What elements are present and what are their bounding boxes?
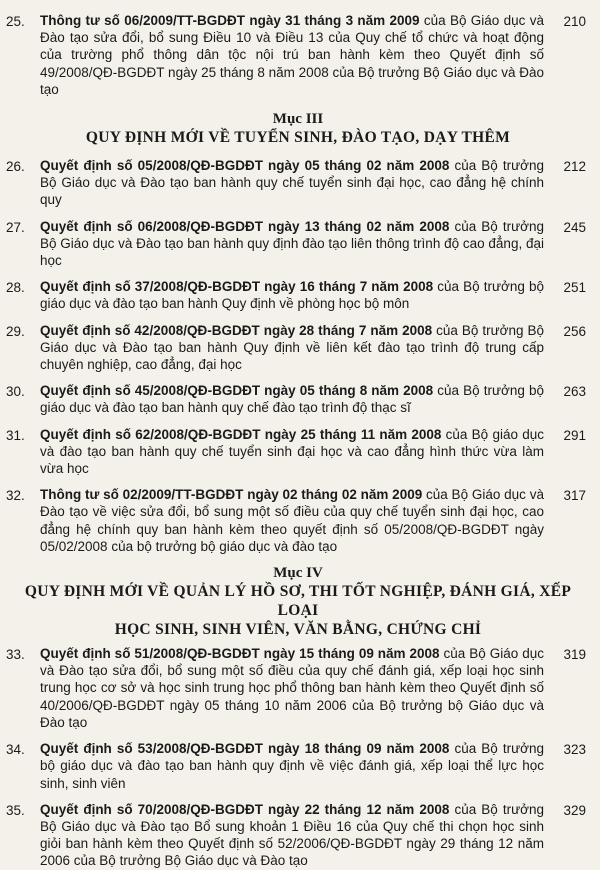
entry-description: của Bộ Giáo dục và Đào tạo sửa đổi, bổ sung một số điều của quy chế đánh giá, xếp loại học sinh trung học cơ sở và học sinh trung học phổ thông ban hành kèm theo Quyết định số 40/2006/QĐ-BGDĐT ngày 05 tháng 10 năm 2006 của Bộ trưởng bộ Giáo dục và Đào tạo [40, 646, 544, 730]
toc-entry-27 [6, 218, 590, 270]
entry-number: 31. [6, 427, 25, 443]
toc-entry-25 [6, 12, 590, 98]
entry-description: của Bộ trưởng bộ giáo dục và đào tạo ban hành quy định về việc đánh giá, xếp loại thể lực học sinh, sinh viên [40, 741, 544, 791]
entry-number: 25. [6, 14, 25, 29]
entry-page-number: 210 [563, 14, 586, 29]
entry-text [32, 486, 590, 555]
entry-text [32, 218, 590, 270]
toc-entry-30 [6, 382, 590, 416]
entry-description: của Bộ trưởng Bộ Giáo dục và Đào tạo ban hành quy định đào tạo liên thông trình độ cao đẳng, đại học [40, 218, 544, 269]
toc-entry-29 [6, 322, 590, 374]
entry-page-number: 291 [563, 427, 586, 443]
entry-number: 28. [6, 280, 25, 296]
section-iv-heading [6, 564, 590, 639]
entry-page-number: 251 [563, 280, 586, 296]
section-title-line-2: HỌC SINH, SINH VIÊN, VĂN BẰNG, CHỨNG CHỈ [114, 621, 482, 639]
entry-page-number: 245 [563, 219, 586, 235]
entry-text [32, 278, 590, 312]
entry-text [32, 322, 590, 374]
toc-entry-31 [6, 426, 590, 478]
section-label: Mục III [272, 111, 324, 128]
entry-number: 27. [6, 219, 25, 235]
entry-heading: Quyết định số 51/2008/QĐ-BGDĐT ngày 15 tháng 09 năm 2008 [40, 646, 440, 662]
entry-text [32, 157, 590, 209]
entry-description: của Bộ Giáo dục và Đào tạo về việc sửa đổi, bổ sung một số điều của quy chế tuyển sinh đại học, cao đẳng hệ chính quy ban hành kèm theo quyết định số 05/2008/QĐ-BGDĐT ngày 05/02/2008 của bộ trưởng bộ giáo dục và đào tạo [40, 487, 544, 554]
section-label: Mục IV [273, 565, 323, 582]
entry-heading: Thông tư số 02/2009/TT-BGDĐT ngày 02 tháng 02 năm 2009 [40, 487, 423, 503]
section-title-line-1: QUY ĐỊNH MỚI VỀ QUẢN LÝ HỒ SƠ, THI TỐT NGHIỆP, ĐÁNH GIÁ, XẾP LOẠI [24, 583, 572, 620]
entry-page-number: 256 [563, 323, 586, 339]
entry-text [32, 382, 590, 416]
entry-heading: Quyết định số 62/2008/QĐ-BGDĐT ngày 25 tháng 11 năm 2008 [40, 426, 442, 442]
entry-text [32, 801, 590, 870]
entry-text [32, 740, 590, 792]
entry-text [32, 645, 590, 731]
entry-text [32, 426, 590, 478]
entry-number: 26. [6, 159, 25, 175]
toc-entry-26 [6, 157, 590, 209]
entry-page-number: 319 [563, 647, 586, 663]
entry-description: của Bộ trưởng bộ giáo dục và đào tạo ban hành Quy định về phòng học bộ môn [40, 279, 544, 312]
entry-heading: Quyết định số 42/2008/QĐ-BGDĐT ngày 28 tháng 7 năm 2008 [40, 322, 433, 338]
entry-description: của Bộ Giáo dục và Đào tạo sửa đổi, bổ sung Điều 10 và Điều 13 của Quy chế tổ chức và hoạt động của trường phổ thông dân tộc nội trú ban hành kèm theo Quyết định số 49/2008/QĐ-BGDĐT ngày 25 tháng 8 năm 2008 của Bộ trưởng Bộ Giáo dục và Đào tạo [40, 13, 544, 97]
entry-heading: Quyết định số 06/2008/QĐ-BGDĐT ngày 13 tháng 02 năm 2008 [40, 218, 450, 234]
entry-heading: Quyết định số 05/2008/QĐ-BGDĐT ngày 05 tháng 02 năm 2008 [40, 158, 450, 174]
entry-number: 29. [6, 323, 25, 339]
entry-page-number: 212 [563, 159, 586, 175]
entry-heading: Thông tư số 06/2009/TT-BGDĐT ngày 31 tháng 3 năm 2009 [40, 13, 420, 28]
toc-entry-34 [6, 740, 590, 792]
entry-number: 33. [6, 647, 25, 663]
entry-page-number: 329 [563, 802, 586, 818]
entry-number: 32. [6, 488, 25, 504]
entry-heading: Quyết định số 45/2008/QĐ-BGDĐT ngày 05 tháng 8 năm 2008 [40, 383, 434, 399]
toc-entry-35 [6, 801, 590, 870]
entry-number: 30. [6, 384, 25, 400]
entry-heading: Quyết định số 37/2008/QĐ-BGDĐT ngày 16 tháng 7 năm 2008 [40, 279, 434, 295]
toc-entry-32 [6, 486, 590, 555]
entry-number: 34. [6, 742, 25, 758]
entry-page-number: 317 [563, 488, 586, 504]
entry-number: 35. [6, 802, 25, 818]
entry-heading: Quyết định số 53/2008/QĐ-BGDĐT ngày 18 tháng 09 năm 2008 [40, 741, 450, 757]
toc-entry-28 [6, 278, 590, 312]
entry-description: của Bộ trưởng Bộ Giáo dục và Đào tạo ban hành quy chế tuyển sinh đại học, cao đẳng hệ chính quy [40, 158, 544, 208]
entry-description: của Bộ trưởng bộ giáo dục và đào tạo ban hành quy chế đào tạo trình độ thạc sĩ [40, 383, 544, 416]
toc-entry-33 [6, 645, 590, 731]
section-title: QUY ĐỊNH MỚI VỀ TUYỂN SINH, ĐÀO TẠO, DẠY THÊM [85, 129, 511, 147]
entry-page-number: 263 [563, 384, 586, 400]
entry-heading: Quyết định số 70/2008/QĐ-BGDĐT ngày 22 tháng 12 năm 2008 [40, 801, 450, 817]
entry-description: của Bộ giáo dục và đào tạo ban hành quy chế tuyển sinh đại học và cao đẳng hình thức vừa làm vừa học [40, 426, 544, 477]
entry-text [32, 12, 590, 98]
entry-description: của Bộ trưởng Bộ Giáo dục và Đào tạo Bổ sung khoản 1 Điều 16 của Quy chế thi chọn học sinh giỏi ban hành kèm theo Quyết định số 52/2006/QĐ-BGDĐT ngày 29 tháng 12 năm 2006 của Bộ trưởng Bộ Giáo dục và Đào tạo [40, 801, 544, 869]
entry-page-number: 323 [563, 742, 586, 758]
entry-description: của Bộ trưởng Bộ Giáo dục và Đào tạo ban hành Quy định về liên kết đào tạo trình độ trung cấp chuyên nghiệp, cao đẳng, đại học [40, 322, 544, 373]
section-iii-heading [6, 110, 590, 147]
